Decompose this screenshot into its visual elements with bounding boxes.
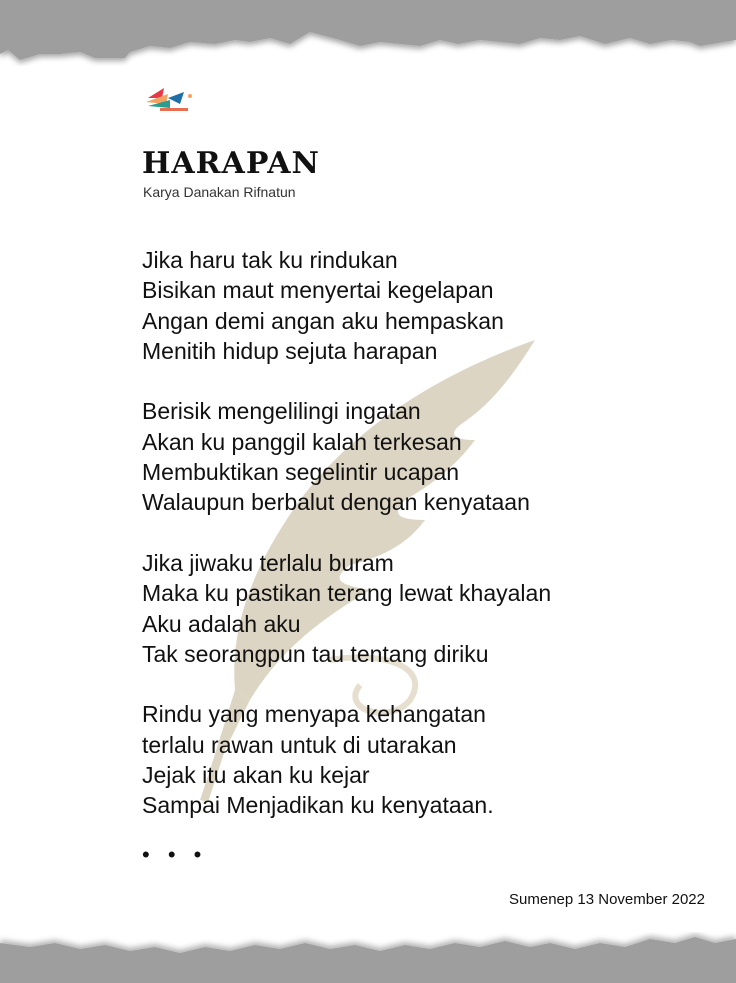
poem-line: Rindu yang menyapa kehangatan — [142, 701, 486, 728]
stanza-4 — [142, 699, 551, 820]
publisher-logo — [144, 84, 196, 114]
stanza-3 — [142, 548, 551, 669]
poem-line: Maka ku pastikan terang lewat khayalan — [142, 580, 552, 607]
poem-body — [142, 245, 551, 851]
poem-line: Jika jiwaku terlalu buram — [142, 549, 394, 576]
stanza-2 — [142, 396, 551, 517]
poem-line: Tak seorangpun tau tentang diriku — [142, 640, 489, 667]
poem-line: Angan demi angan aku hempaskan — [142, 307, 504, 334]
poem-line: Berisik mengelilingi ingatan — [142, 398, 421, 425]
poem-title: HARAPAN — [142, 146, 320, 181]
poem-line: Menitih hidup sejuta harapan — [142, 337, 438, 364]
poem-line: Walaupun berbalut dengan kenyataan — [142, 489, 530, 516]
torn-paper-bottom-edge — [0, 913, 736, 983]
poem-line: Aku adalah aku — [142, 610, 301, 637]
poem-line: Sampai Menjadikan ku kenyataan. — [142, 792, 494, 819]
place-date: Sumenep 13 November 2022 — [509, 891, 705, 908]
poem-line: Akan ku panggil kalah terkesan — [142, 428, 462, 455]
poem-line: Jejak itu akan ku kejar — [142, 762, 370, 789]
poem-line: Bisikan maut menyertai kegelapan — [142, 277, 494, 304]
poem-line: Membuktikan segelintir ucapan — [142, 459, 460, 486]
ellipsis-dots: • • • — [142, 842, 208, 867]
poem-line: terlalu rawan untuk di utarakan — [142, 731, 457, 758]
poem-line: Jika haru tak ku rindukan — [142, 247, 398, 273]
stanza-1 — [142, 245, 551, 366]
poem-author: Karya Danakan Rifnatun — [143, 184, 296, 200]
torn-paper-top-edge — [0, 0, 736, 80]
